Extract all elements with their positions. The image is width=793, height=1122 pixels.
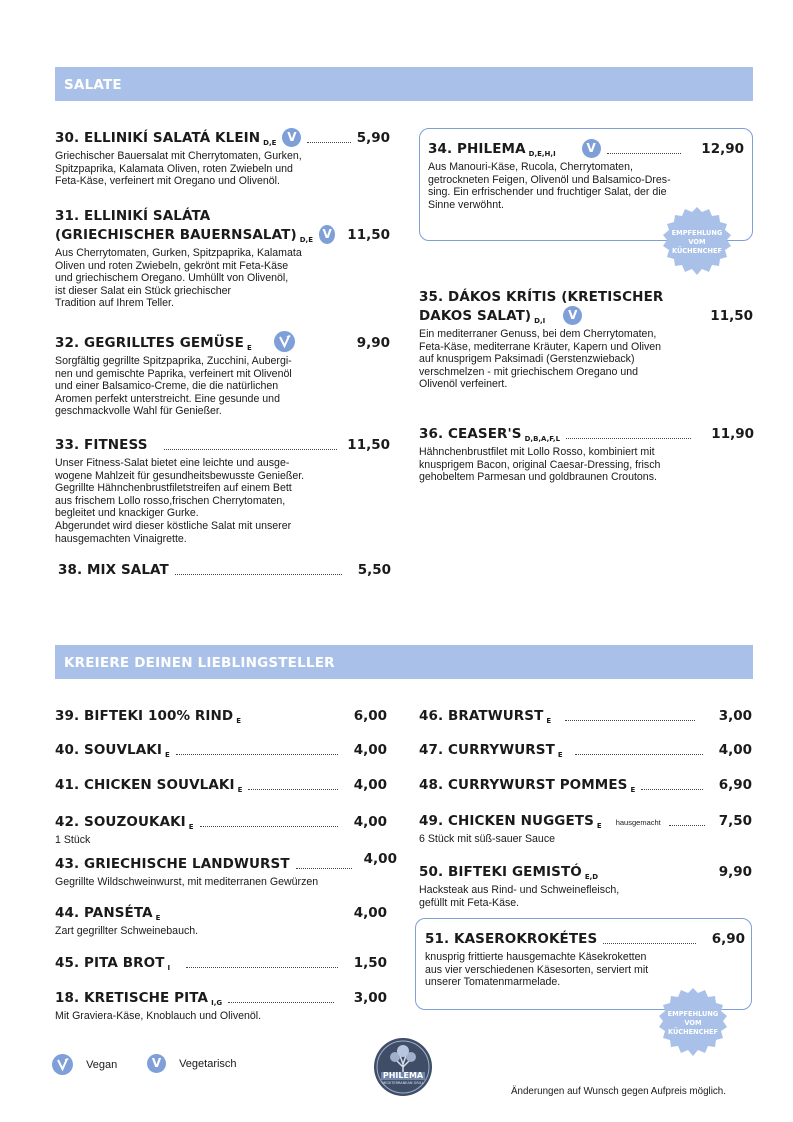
- item-description: Aus Cherrytomaten, Gurken, Spitzpaprika, Kalamata Oliven und roten Zwiebeln, gekrönt mit Feta-Käse und griechischem Oregano. Umhüllt von Olivenöl, ist dieser Salat ein Stück griechischer Tradition auf Ihrem Teller.: [55, 247, 302, 310]
- spacer: [301, 347, 351, 348]
- item-price: 6,90: [711, 931, 745, 947]
- legend-label: Vegetarisch: [179, 1057, 237, 1070]
- menu-item-40: [55, 742, 387, 759]
- section-header-plates: KREIERE DEINEN LIEBLINGSTELLER: [55, 645, 753, 679]
- leader-dots: [607, 153, 682, 154]
- item-name-cont: (GRIECHISCHER BAUERNSALAT): [55, 227, 297, 243]
- menu-item-35: [419, 289, 753, 391]
- menu-item-42: [55, 814, 387, 847]
- leader-dots: [228, 1002, 334, 1003]
- item-description: Sorgfältig gegrillte Spitzpaprika, Zucchini, Aubergi- nen und gemischte Paprika, verfeinert mit Olivenöl und einer Balsamico-Creme, die die natürlichen Aromen perfekt unterstreicht. Eine gesunde und geschmackvolle Wahl für Genießer.: [55, 355, 292, 418]
- vegetarian-icon: V: [282, 128, 301, 147]
- menu-item-30: [55, 128, 390, 188]
- item-name: 38. MIX SALAT: [58, 562, 169, 578]
- vegetarian-icon: V: [563, 306, 582, 325]
- item-price: 7,50: [718, 813, 752, 829]
- item-price: 6,90: [718, 777, 752, 793]
- item-description: Hacksteak aus Rind- und Schweinefleisch, gefüllt mit Feta-Käse.: [419, 884, 620, 909]
- section-header-salads: SALATE: [55, 67, 753, 101]
- item-name: 31. ELLINIKÍ SALÁTA: [55, 208, 211, 224]
- menu-item-45: [55, 955, 387, 972]
- allergens: D,B,A,F,L: [524, 435, 561, 443]
- chef-recommendation-seal: [656, 986, 730, 1060]
- leader-dots: [575, 754, 703, 755]
- item-name: 40. SOUVLAKI: [55, 742, 162, 758]
- item-price: 5,90: [356, 130, 390, 146]
- menu-item-50: [419, 864, 752, 909]
- item-name: 33. FITNESS: [55, 437, 148, 453]
- leader-dots: [307, 142, 350, 143]
- item-name: 30. ELLINIKÍ SALATÁ KLEIN: [55, 130, 261, 146]
- item-name: 50. BIFTEKI GEMISTÓ: [419, 864, 582, 880]
- item-description: Unser Fitness-Salat bietet eine leichte und ausge- wogene Mahlzeit für gesundheitsbewusste Genießer. Gegrillte Hähnchenbrustfiletstreifen auf einem Bett aus frischem Lollo rosso,frischen Cherrytomaten, begleitet und knackiger Gurke. Abgerundet wird dieser köstliche Salat mit unserer hausgemachten Vinaigrette.: [55, 457, 305, 545]
- leader-dots: [565, 720, 695, 721]
- legend-vegan: [52, 1054, 117, 1075]
- leader-dots: [248, 789, 337, 790]
- menu-item-44: [55, 905, 387, 938]
- leader-dots: [296, 868, 352, 869]
- item-name: 41. CHICKEN SOUVLAKI: [55, 777, 235, 793]
- leader-dots: [175, 574, 342, 575]
- item-name: 51. KASEROKROKÉTES: [425, 931, 598, 947]
- item-price: 9,90: [356, 335, 390, 351]
- menu-item-31: [55, 208, 390, 310]
- item-price: 5,50: [357, 562, 391, 578]
- menu-item-34: [428, 139, 744, 211]
- item-price: 6,00: [353, 708, 387, 724]
- item-description: Gegrillte Wildschweinwurst, mit mediterranen Gewürzen: [55, 876, 319, 888]
- allergens: E: [236, 717, 241, 725]
- allergens: E: [237, 786, 243, 794]
- menu-item-46: [419, 708, 752, 725]
- leader-dots: [176, 754, 338, 755]
- footnote: Änderungen auf Wunsch gegen Aufpreis möglich.: [511, 1086, 726, 1097]
- leader-dots: [186, 967, 338, 968]
- vegetarian-icon: V: [147, 1054, 166, 1073]
- menu-item-33: [55, 437, 390, 545]
- item-name: 45. PITA BROT: [55, 955, 165, 971]
- menu-item-18: [55, 990, 387, 1023]
- item-price: 4,00: [353, 742, 387, 758]
- allergens: E: [596, 822, 602, 830]
- leader-dots: [669, 825, 705, 826]
- allergens: I,G: [211, 999, 223, 1007]
- logo-tree-icon: [373, 1037, 433, 1097]
- menu-item-47: [419, 742, 752, 759]
- item-price: 4,00: [353, 905, 387, 921]
- allergens: D,I: [534, 317, 546, 325]
- item-name: 18. KRETISCHE PITA: [55, 990, 209, 1006]
- item-description: Ein mediterraner Genuss, bei dem Cherrytomaten, Feta-Käse, mediterrane Kräuter, Kapern und Oliven auf knusprigem Paksimadi (Gerstenzwieback) verschmelzen - mit griechischem Oregano und Olivenöl verfeinert.: [419, 328, 662, 391]
- item-name: 44. PANSÉTA: [55, 905, 153, 921]
- item-name-cont: DAKOS SALAT): [419, 308, 532, 324]
- logo-subtext: MEDITERRANEAN GRILL: [382, 1081, 424, 1085]
- item-description: Aus Manouri-Käse, Rucola, Cherrytomaten, getrockneten Feigen, Olivenöl und Balsamico-Dres- sing. Ein erfrischender und fruchtiger Salat, der die Sinne verwöhnt.: [428, 161, 671, 211]
- menu-item-36: [419, 426, 754, 484]
- allergens: E: [246, 344, 252, 352]
- allergens: D,E: [299, 236, 313, 244]
- allergens: E: [155, 914, 161, 922]
- item-name: 49. CHICKEN NUGGETS: [419, 813, 594, 829]
- allergens: E,D: [584, 873, 599, 881]
- vegan-icon: [274, 331, 295, 352]
- item-name: 35. DÁKOS KRÍTIS (KRETISCHER: [419, 289, 664, 305]
- item-price: 3,00: [353, 990, 387, 1006]
- logo-text: PHILEMA: [382, 1071, 424, 1080]
- allergens: E: [188, 823, 194, 831]
- legend-vegetarian: [147, 1054, 237, 1073]
- menu-item-51: [425, 931, 745, 989]
- item-name: 36. CEASER'S: [419, 426, 522, 442]
- spacer: [247, 720, 348, 721]
- seal-text: EMPFEHLUNG VOM KÜCHENCHEF: [671, 229, 723, 255]
- spacer: [588, 320, 704, 321]
- item-price: 4,00: [353, 814, 387, 830]
- leader-dots: [164, 449, 338, 450]
- leader-dots: [200, 826, 338, 827]
- item-description: Mit Graviera-Käse, Knoblauch und Olivenöl.: [55, 1010, 262, 1022]
- menu-item-39: [55, 708, 387, 725]
- allergens: I: [167, 964, 171, 972]
- item-price: 11,90: [711, 426, 754, 442]
- item-price: 12,90: [701, 141, 744, 157]
- item-price: 11,50: [347, 437, 390, 453]
- item-price: 9,90: [718, 864, 752, 880]
- item-price: 11,50: [347, 227, 390, 243]
- allergens: D,E: [263, 139, 277, 147]
- item-price: 3,00: [718, 708, 752, 724]
- item-description: 6 Stück mit süß-sauer Sauce: [419, 833, 556, 845]
- leader-dots: [603, 943, 695, 944]
- item-description: Hähnchenbrustfilet mit Lollo Rosso, kombiniert mit knusprigem Bacon, original Caesar-Dressing, frisch gehobeltem Parmesan und goldbraunen Croutons.: [419, 446, 661, 484]
- menu-item-38: [58, 562, 391, 579]
- item-name: 43. GRIECHISCHE LANDWURST: [55, 856, 290, 872]
- item-price: 4,00: [363, 851, 397, 867]
- allergens: E: [164, 751, 170, 759]
- leader-dots: [641, 789, 702, 790]
- item-description: 1 Stück: [55, 834, 91, 846]
- menu-item-32: [55, 331, 390, 418]
- allergens: E: [546, 717, 552, 725]
- spacer: [166, 917, 347, 918]
- spacer: [604, 876, 713, 877]
- menu-item-49: [419, 813, 752, 846]
- vegan-icon: [52, 1054, 73, 1075]
- item-name: 32. GEGRILLTES GEMÜSE: [55, 335, 244, 351]
- chef-recommendation-seal: [660, 205, 734, 279]
- item-description: Zart gegrillter Schweinebauch.: [55, 925, 199, 937]
- item-price: 11,50: [710, 308, 753, 324]
- item-name: 42. SOUZOUKAKI: [55, 814, 186, 830]
- item-name: 34. PHILEMA: [428, 141, 526, 157]
- restaurant-logo: [373, 1037, 433, 1097]
- item-name: 46. BRATWURST: [419, 708, 544, 724]
- item-name: 39. BIFTEKI 100% RIND: [55, 708, 234, 724]
- item-price: 4,00: [718, 742, 752, 758]
- item-description: Griechischer Bauersalat mit Cherrytomaten, Gurken, Spitzpaprika, Kalamata Oliven, roten Zwiebeln und Feta-Käse, verfeinert mit Oregano und Olivenöl.: [55, 150, 302, 188]
- item-price: 4,00: [353, 777, 387, 793]
- item-price: 1,50: [353, 955, 387, 971]
- allergens: E: [557, 751, 563, 759]
- menu-item-48: [419, 777, 752, 794]
- allergens: D,E,H,I: [528, 150, 556, 158]
- legend-label: Vegan: [86, 1058, 118, 1071]
- homemade-note: hausgemacht: [615, 818, 661, 827]
- item-name: 47. CURRYWURST: [419, 742, 555, 758]
- leader-dots: [566, 438, 691, 439]
- menu-item-43: [55, 851, 397, 889]
- item-name: 48. CURRYWURST POMMES: [419, 777, 628, 793]
- seal-text: EMPFEHLUNG VOM KÜCHENCHEF: [667, 1010, 719, 1036]
- vegetarian-icon: V: [319, 225, 335, 244]
- vegetarian-icon: V: [582, 139, 601, 158]
- menu-item-41: [55, 777, 387, 794]
- allergens: E: [630, 786, 636, 794]
- item-description: knusprig frittierte hausgemachte Käsekroketten aus vier verschiedenen Käsesorten, serviert mit unserer Tomatenmarmelade.: [425, 951, 649, 989]
